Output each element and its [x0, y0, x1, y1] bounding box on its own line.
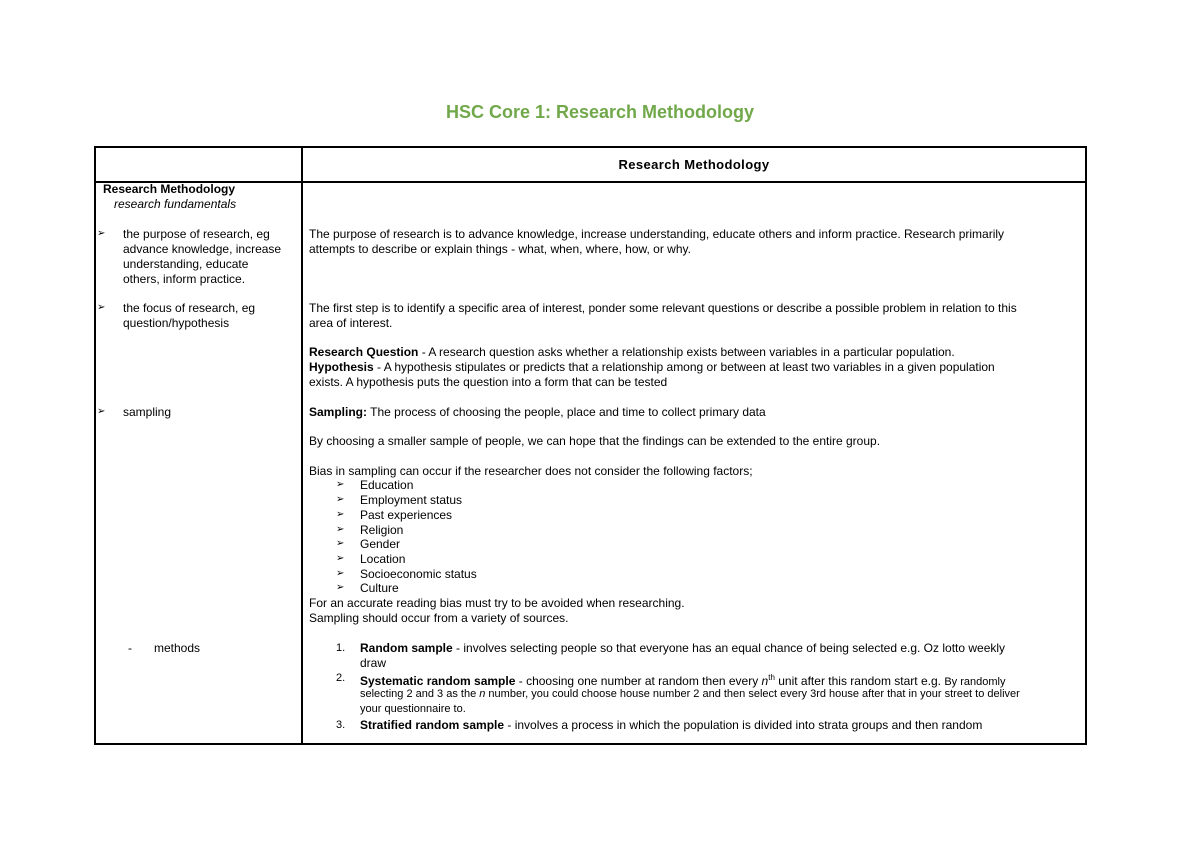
method-systematic-example-b: selecting 2 and 3 as the — [360, 688, 480, 700]
hypothesis-label: Hypothesis — [309, 360, 374, 374]
bullet-arrow-icon: ➢ — [336, 582, 345, 593]
sampling-label: Sampling: — [309, 405, 368, 419]
list-number: 3. — [336, 719, 346, 731]
focus-text-line2: area of interest. — [309, 316, 393, 330]
left-item-purpose-line1: the purpose of research, eg — [123, 227, 270, 241]
bullet-arrow-icon: ➢ — [336, 509, 345, 520]
document-title: HSC Core 1: Research Methodology — [445, 102, 755, 122]
method-systematic-example-c: number, you could choose house number 2 and then select every 3rd house after that in your street to deliver — [485, 688, 1020, 700]
smaller-sample-text: By choosing a smaller sample of people, we can hope that the findings can be extended to the entire group. — [309, 434, 881, 448]
method-systematic-text-b: unit after this random start e.g. — [774, 674, 945, 688]
list-number: 2. — [336, 672, 346, 684]
left-subheading: research fundamentals — [114, 197, 237, 211]
focus-text-line1: The first step is to identify a specific area of interest, ponder some relevant questions or describe a possible problem in relation to this — [309, 301, 1017, 315]
dash-marker: - — [128, 641, 132, 655]
factor-item: Socioeconomic status — [360, 567, 477, 581]
left-item-purpose-line4: others, inform practice. — [123, 272, 246, 286]
factor-item: Employment status — [360, 493, 463, 507]
method-systematic-n: n — [761, 674, 769, 688]
bullet-arrow-icon: ➢ — [97, 406, 106, 417]
bullet-arrow-icon: ➢ — [336, 553, 345, 564]
factor-item: Location — [360, 552, 406, 566]
bullet-arrow-icon: ➢ — [97, 302, 106, 313]
method-random-label: Random sample — [360, 641, 453, 655]
left-item-purpose-line2: advance knowledge, increase — [123, 242, 282, 256]
column-divider — [301, 148, 303, 743]
factor-item: Past experiences — [360, 508, 453, 522]
method-random-text: - involves selecting people so that everyone has an equal chance of being selected e.g. Oz lotto weekly — [452, 641, 1006, 655]
research-question-label: Research Question — [309, 345, 419, 359]
method-systematic-example-a: By randomly — [944, 676, 1006, 688]
hypothesis-text: - A hypothesis stipulates or predicts that a relationship among or between at least two variables in a given population — [373, 360, 995, 374]
method-stratified-line1 — [360, 718, 982, 733]
left-heading: Research Methodology — [103, 182, 236, 196]
method-random-line1 — [360, 641, 1005, 656]
method-stratified-text: - involves a process in which the population is divided into strata groups and then random — [504, 718, 983, 732]
factor-item: Gender — [360, 537, 401, 551]
method-systematic-th: th — [768, 673, 775, 682]
method-systematic-example-n: n — [479, 688, 486, 700]
header-divider — [96, 181, 1085, 183]
list-number: 1. — [336, 642, 346, 654]
left-item-sampling: sampling — [123, 405, 172, 419]
method-stratified-label: Stratified random sample — [360, 718, 505, 732]
factor-item: Religion — [360, 523, 404, 537]
left-item-purpose-line3: understanding, educate — [123, 257, 249, 271]
method-random-line2: draw — [360, 656, 387, 670]
left-item-focus-line2: question/hypothesis — [123, 316, 230, 330]
bias-intro-text: Bias in sampling can occur if the researcher does not consider the following factors; — [309, 464, 753, 478]
research-question-line — [309, 345, 955, 360]
variety-sources-text: Sampling should occur from a variety of sources. — [309, 611, 569, 625]
accurate-reading-text: For an accurate reading bias must try to be avoided when researching. — [309, 596, 685, 610]
research-question-text: - A research question asks whether a relationship exists between variables in a particular population. — [418, 345, 955, 359]
bullet-arrow-icon: ➢ — [336, 479, 345, 490]
bullet-arrow-icon: ➢ — [336, 494, 345, 505]
sampling-definition — [309, 405, 766, 420]
factor-item: Culture — [360, 581, 399, 595]
left-item-methods: methods — [154, 641, 201, 655]
method-systematic-text-a: - choosing one number at random then every — [515, 674, 762, 688]
method-systematic-line2 — [360, 687, 1020, 702]
hypothesis-text-line2: exists. A hypothesis puts the question into a form that can be tested — [309, 375, 668, 389]
bullet-arrow-icon: ➢ — [336, 524, 345, 535]
method-systematic-line3: your questionnaire to. — [360, 703, 466, 715]
sampling-text: The process of choosing the people, place and time to collect primary data — [367, 405, 766, 419]
bullet-arrow-icon: ➢ — [336, 538, 345, 549]
method-systematic-label: Systematic random sample — [360, 674, 516, 688]
bullet-arrow-icon: ➢ — [97, 228, 106, 239]
purpose-text-line2: attempts to describe or explain things - what, when, where, how, or why. — [309, 242, 691, 256]
hypothesis-line — [309, 360, 995, 375]
left-item-focus-line1: the focus of research, eg — [123, 301, 256, 315]
purpose-text-line1: The purpose of research is to advance knowledge, increase understanding, educate others and inform practice. Research primarily — [309, 227, 1005, 241]
table-header: Research Methodology — [618, 157, 770, 172]
factor-item: Education — [360, 478, 414, 492]
bullet-arrow-icon: ➢ — [336, 568, 345, 579]
